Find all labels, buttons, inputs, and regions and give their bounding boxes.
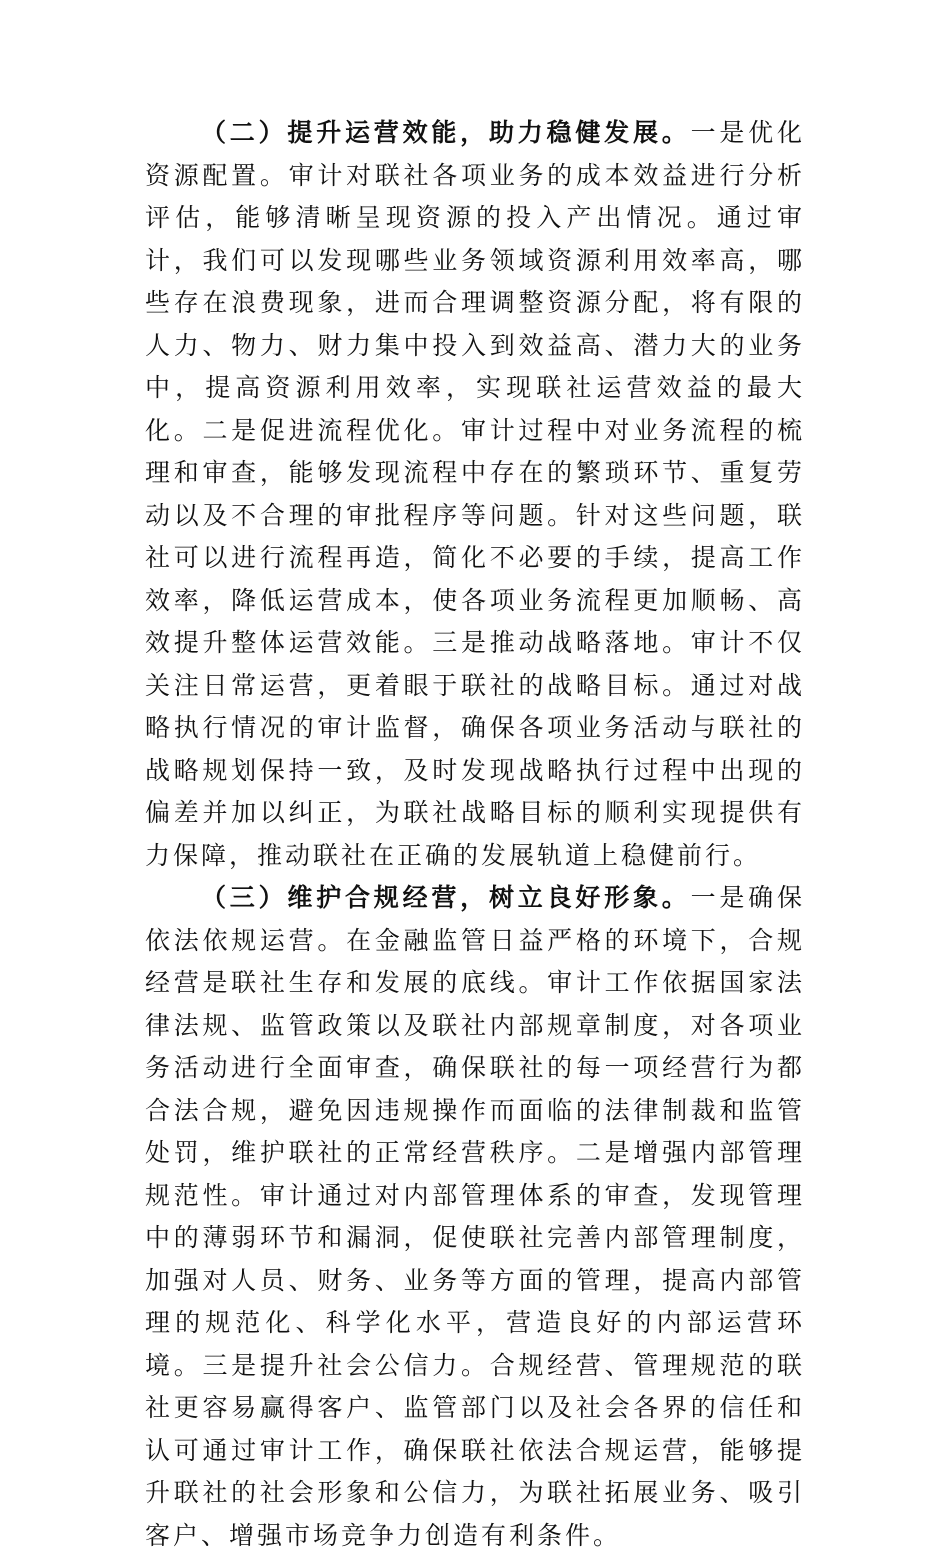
section-three-heading: （三）维护合规经营，树立良好形象。 [201, 883, 691, 912]
section-two-body: 一是优化资源配置。审计对联社各项业务的成本效益进行分析评估，能够清晰呈现资源的投入产出情况。通过审计，我们可以发现哪些业务领域资源利用效率高，哪些存在浪费现象，进而合理调整资源分配，将有限的人力、物力、财力集中投入到效益高、潜力大的业务中，提高资源利用效率，实现联社运营效益的最大化。二是促进流程优化。审计过程中对业务流程的梳理和审查，能够发现流程中存在的繁琐环节、重复劳动以及不合理的审批程序等问题。针对这些问题，联社可以进行流程再造，简化不必要的手续，提高工作效率，降低运营成本，使各项业务流程更加顺畅、高效提升整体运营效能。三是推动战略落地。审计不仅关注日常运营，更着眼于联社的战略目标。通过对战略执行情况的审计监督，确保各项业务活动与联社的战略规划保持一致，及时发现战略执行过程中出现的偏差并加以纠正，为联社战略目标的顺利实现提供有力保障，推动联社在正确的发展轨道上稳健前行。 [145, 118, 805, 870]
paragraph-section-two [145, 112, 805, 877]
section-two-heading: （二）提升运营效能，助力稳健发展。 [201, 118, 691, 147]
paragraph-section-three [145, 877, 805, 1557]
document-page [145, 112, 805, 1557]
section-three-body: 一是确保依法依规运营。在金融监管日益严格的环境下，合规经营是联社生存和发展的底线。审计工作依据国家法律法规、监管政策以及联社内部规章制度，对各项业务活动进行全面审查，确保联社的每一项经营行为都合法合规，避免因违规操作而面临的法律制裁和监管处罚，维护联社的正常经营秩序。二是增强内部管理规范性。审计通过对内部管理体系的审查，发现管理中的薄弱环节和漏洞，促使联社完善内部管理制度，加强对人员、财务、业务等方面的管理，提高内部管理的规范化、科学化水平，营造良好的内部运营环境。三是提升社会公信力。合规经营、管理规范的联社更容易赢得客户、监管部门以及社会各界的信任和认可通过审计工作，确保联社依法合规运营，能够提升联社的社会形象和公信力，为联社拓展业务、吸引客户、增强市场竞争力创造有利条件。 [145, 883, 805, 1550]
